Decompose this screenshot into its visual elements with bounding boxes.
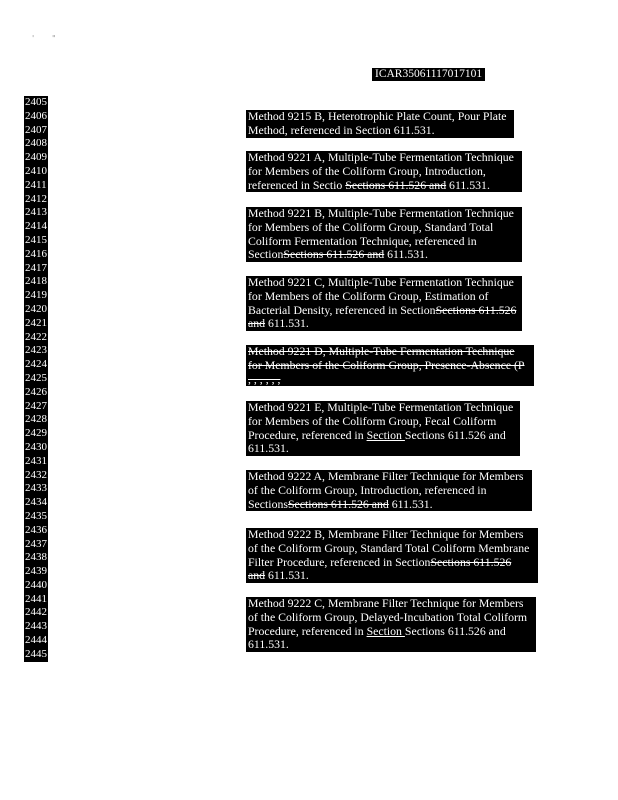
underlined-text: Section xyxy=(366,427,405,442)
text-line xyxy=(248,124,512,138)
text-segment: Filter Procedure, referenced in Section xyxy=(248,554,431,569)
text-line xyxy=(248,359,532,373)
text-segment: Procedure, referenced in xyxy=(248,623,367,638)
text-segment: Method 9221 E, Multiple-Tube Fermentation Technique xyxy=(248,401,514,414)
line-number: 2436 xyxy=(25,523,47,536)
scan-artifact: ' " xyxy=(32,34,56,43)
line-number: 2415 xyxy=(25,233,47,246)
line-number: 2407 xyxy=(25,123,47,136)
block-9221a xyxy=(246,151,522,192)
line-number: 2437 xyxy=(25,537,47,550)
line-number: 2425 xyxy=(25,371,47,384)
line-number: 2422 xyxy=(25,330,47,343)
line-number: 2431 xyxy=(25,454,47,467)
text-line xyxy=(248,304,520,318)
block-9221e xyxy=(246,401,520,456)
line-number: 2440 xyxy=(25,578,47,591)
underlined-text: Section xyxy=(366,623,405,638)
text-line xyxy=(248,638,534,652)
block-9222b xyxy=(246,528,538,583)
text-line xyxy=(248,442,518,456)
line-number: 2439 xyxy=(25,565,47,578)
text-segment: Method 9221 C, Multiple-Tube Fermentation Technique xyxy=(248,276,514,289)
text-line xyxy=(248,165,520,179)
text-line xyxy=(248,110,512,124)
line-number: 2420 xyxy=(25,302,47,315)
text-segment: 611.531. xyxy=(248,441,289,456)
text-line xyxy=(248,401,518,415)
text-line xyxy=(248,207,520,221)
struck-text: Sections 611.526 and xyxy=(287,496,389,511)
text-segment: Method 9222 A, Membrane Filter Technique for Members xyxy=(248,470,524,483)
text-segment: of the Coliform Group, Introduction, referenced in xyxy=(248,482,487,497)
block-9222a xyxy=(246,470,532,511)
text-segment: Method 9221 A, Multiple-Tube Fermentation Technique xyxy=(248,151,514,164)
text-line xyxy=(248,556,536,570)
line-number: 2444 xyxy=(25,634,47,647)
text-segment: Section xyxy=(248,247,284,262)
document-code: ICAR35061117017101 xyxy=(372,68,485,81)
text-line xyxy=(248,276,520,290)
text-line xyxy=(248,569,536,583)
text-line xyxy=(248,542,536,556)
line-number: 2429 xyxy=(25,427,47,440)
line-number: 2427 xyxy=(25,399,47,412)
line-number: 2442 xyxy=(25,606,47,619)
line-number: 2412 xyxy=(25,192,47,205)
line-number: 2416 xyxy=(25,247,47,260)
text-segment: 611.531. xyxy=(248,637,289,652)
text-segment: of the Coliform Group, Standard Total Coliform Membrane xyxy=(248,540,530,555)
text-line xyxy=(248,290,520,304)
line-number: 2435 xyxy=(25,509,47,522)
line-number: 2419 xyxy=(25,289,47,302)
text-line xyxy=(248,415,518,429)
line-number: 2430 xyxy=(25,440,47,453)
text-line xyxy=(248,597,534,611)
line-number: 2417 xyxy=(25,261,47,274)
text-line xyxy=(248,470,530,484)
text-segment: referenced in Sectio xyxy=(248,177,346,192)
line-number: 2428 xyxy=(25,413,47,426)
text-segment: 611.531. xyxy=(384,247,429,262)
text-segment: 611.531. xyxy=(265,316,309,331)
line-number: 2438 xyxy=(25,551,47,564)
text-segment: for Members of the Coliform Group, Estimation of xyxy=(248,288,489,303)
block-9215b xyxy=(246,110,514,138)
text-segment: Sections 611.526 and xyxy=(404,427,506,442)
struck-text: Sections 611.526 and xyxy=(283,247,385,262)
text-line xyxy=(248,498,530,512)
text-line xyxy=(248,221,520,235)
text-segment: 611.531. xyxy=(446,177,490,192)
line-number: 2421 xyxy=(25,316,47,329)
text-line xyxy=(248,373,532,387)
line-number: 2414 xyxy=(25,220,47,233)
block-9222c xyxy=(246,597,536,652)
struck-text: , , , , , , xyxy=(248,371,281,386)
text-line xyxy=(248,484,530,498)
text-segment: of the Coliform Group, Delayed-Incubation Total Coliform xyxy=(248,609,528,624)
line-number: 2408 xyxy=(25,137,47,150)
line-number: 2443 xyxy=(25,620,47,633)
line-number: 2406 xyxy=(25,109,47,122)
text-line xyxy=(248,179,520,193)
line-number: 2434 xyxy=(25,496,47,509)
line-number: 2424 xyxy=(25,358,47,371)
text-line xyxy=(248,528,536,542)
text-segment: Sections xyxy=(248,496,288,511)
text-segment: for Members of the Coliform Group, Standard Total xyxy=(248,219,494,234)
text-line xyxy=(248,248,520,262)
text-segment: Method 9222 C, Membrane Filter Technique for Members xyxy=(248,597,524,610)
line-number: 2405 xyxy=(25,96,47,108)
line-number: 2445 xyxy=(25,647,47,660)
text-segment: 611.531. xyxy=(388,496,433,511)
struck-text: and xyxy=(248,316,266,331)
text-segment: Procedure, referenced in xyxy=(248,427,367,442)
line-number: 2411 xyxy=(25,178,47,191)
text-line xyxy=(248,429,518,443)
text-segment: Bacterial Density, referenced in Section xyxy=(248,302,436,317)
line-number: 2432 xyxy=(25,468,47,481)
block-9221c xyxy=(246,276,522,331)
text-line xyxy=(248,235,520,249)
text-segment: Method 9221 B, Multiple-Tube Fermentation Technique xyxy=(248,207,514,220)
text-segment: Sections 611.526 and xyxy=(404,623,506,638)
block-9221d xyxy=(246,345,534,386)
text-segment: Method, referenced in Section 611.531. xyxy=(248,122,435,137)
text-line xyxy=(248,151,520,165)
line-number: 2409 xyxy=(25,151,47,164)
text-line xyxy=(248,345,532,359)
line-number: 2418 xyxy=(25,275,47,288)
text-segment: Method 9215 B, Heterotrophic Plate Count, Pour Plate xyxy=(248,110,507,123)
struck-text: and xyxy=(248,568,266,583)
line-number: 2426 xyxy=(25,385,47,398)
text-segment: 611.531. xyxy=(265,568,309,583)
line-number: 2410 xyxy=(25,164,47,177)
line-number: 2413 xyxy=(25,206,47,219)
text-line xyxy=(248,317,520,331)
text-segment: Method 9222 B, Membrane Filter Technique for Members xyxy=(248,528,524,541)
struck-text: Sections 611.526 xyxy=(430,554,512,569)
struck-text: Sections 611.526 xyxy=(435,302,517,317)
text-segment: for Members of the Coliform Group, Fecal Coliform xyxy=(248,413,497,428)
text-line xyxy=(248,625,534,639)
line-number: 2441 xyxy=(25,592,47,605)
line-number: 2433 xyxy=(25,482,47,495)
struck-text: for Members of the Coliform Group, Presence-Absence (P xyxy=(248,357,525,372)
text-line xyxy=(248,611,534,625)
line-number: 2423 xyxy=(25,344,47,357)
struck-text: Sections 611.526 and xyxy=(345,177,447,192)
text-segment: for Members of the Coliform Group, Introduction, xyxy=(248,163,486,178)
block-9221b xyxy=(246,207,522,262)
text-segment: Coliform Fermentation Technique, referenced in xyxy=(248,233,477,248)
line-number-column xyxy=(24,96,48,662)
struck-text: Method 9221 D, Multiple-Tube Fermentation Technique xyxy=(248,345,515,358)
